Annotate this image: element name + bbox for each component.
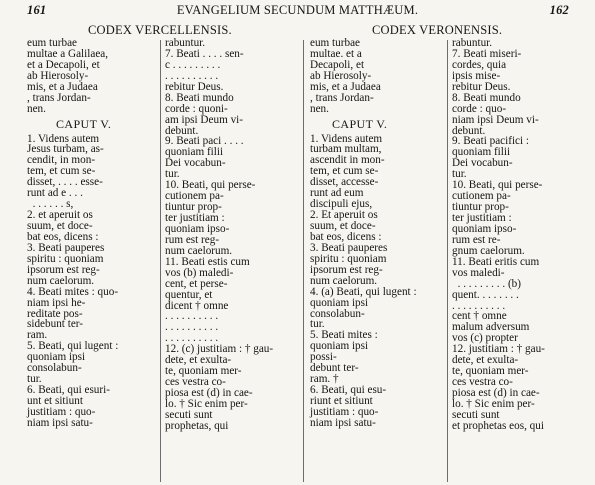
text-line: secuti sunt [165, 408, 213, 421]
page-number-right: 162 [549, 3, 569, 17]
text-line: mis, et a Judaea [27, 80, 98, 93]
text-line: 10. Beati, qui perse- [165, 179, 256, 192]
text-line: sidebunt ter- [27, 318, 84, 331]
text-line: suum, et doce- [310, 220, 376, 232]
text-line: reditate pos- [27, 307, 83, 320]
text-line: corde : quo- [452, 102, 507, 115]
text-line: spiritu : quoniam [27, 252, 104, 265]
text-line: et prophetas eos, qui [452, 419, 544, 432]
text-line: num caelorum. [310, 274, 378, 287]
text-line: cendit, in mon- [27, 154, 96, 167]
text-line: ab Hierosoly- [27, 69, 89, 82]
text-line: 4. Beati mites : quo- [27, 285, 119, 298]
text-line: tur. [27, 373, 42, 386]
text-line: ipsorum est reg- [310, 263, 383, 276]
text-line: ces vestra co- [165, 376, 226, 389]
text-line: 7. Beati . . . . sen- [165, 47, 244, 60]
text-line: cutionem pa- [165, 190, 224, 203]
codex-heading-right: CODEX VERONENSIS. [372, 23, 503, 37]
text-line: debunt ter- [310, 362, 359, 375]
text-line: am ipsi Deum vi- [165, 113, 243, 126]
text-line: vos maledi- [452, 266, 505, 279]
text-line: ram. † [310, 373, 339, 386]
text-line: ces vestra co- [452, 376, 513, 389]
text-line: tur. [310, 318, 325, 331]
text-line: ipsorum est reg- [27, 263, 100, 276]
text-line: c . . . . . . . . . [165, 58, 221, 71]
text-line: 3. Beati pauperes [310, 241, 388, 254]
text-line: consolabun- [310, 307, 365, 320]
text-line: niam ipsi Deum vi- [452, 113, 539, 126]
text-line: . . . . . . . . . . [165, 321, 219, 334]
text-line: spiritu : quoniam [310, 252, 387, 265]
text-line: suum, et doce- [27, 220, 93, 232]
text-line: , trans Jordan- [27, 91, 91, 104]
text-line: runt ad eum [310, 187, 364, 200]
text-line: dicent † omne [165, 299, 229, 312]
text-line: piosa est (d) in cae- [452, 387, 540, 399]
column-divider [160, 40, 161, 482]
text-line: Dei vocabun- [165, 157, 226, 170]
text-line: disset, accesse- [310, 176, 379, 189]
text-line: multae a Galilaea, [27, 47, 109, 60]
text-line: ab Hierosoly- [310, 69, 372, 82]
text-line: corde : quoni- [165, 102, 228, 115]
text-column-4 [452, 38, 545, 432]
text-line: quent. . . . . . . . [452, 288, 519, 301]
chapter-heading: CAPUT V. [332, 116, 388, 131]
text-line: multae. et a [310, 47, 362, 60]
text-column-3 [310, 38, 417, 429]
text-line: 10. Beati, qui perse- [452, 179, 543, 192]
text-line: rum est re- [452, 233, 501, 246]
text-column-2 [165, 38, 273, 432]
text-line: dete, et exulta- [165, 354, 232, 367]
text-line: 6. Beati, qui esu- [310, 384, 387, 397]
text-line: unt et sitiunt [27, 395, 83, 407]
text-line: prophetas, qui [165, 419, 229, 432]
text-line: 8. Beati mundo [165, 91, 234, 104]
text-line: 12. justitiam : † gau- [452, 343, 545, 356]
text-line: eum turbae [310, 37, 361, 49]
text-line: cordes, quia [452, 58, 507, 71]
text-line: niam ipsi satu- [310, 416, 376, 429]
chapter-heading: CAPUT V. [56, 116, 112, 131]
text-line: eum turbae [27, 37, 78, 49]
text-line: Dei vocabun- [452, 157, 513, 170]
text-line: nen. [310, 102, 329, 115]
text-line: quentur, et [165, 288, 213, 301]
text-line: ipsis mise- [452, 69, 501, 82]
text-line: 5. Beati, qui lugent : [27, 340, 119, 353]
text-line: num caelorum. [27, 274, 95, 287]
text-line: te, quoniam mer- [165, 365, 242, 378]
column-divider [303, 40, 304, 482]
text-line: secuti sunt [452, 408, 500, 421]
text-line: bat eos, dicens : [310, 230, 382, 243]
column-divider [447, 40, 448, 482]
text-line: num caelorum. [165, 244, 233, 257]
text-line: vos (b) maledi- [165, 266, 234, 279]
text-line: 9. Beati pacifici : [452, 135, 530, 148]
text-line: rebitur Deus. [452, 80, 511, 93]
text-line: niam ipsi satu- [27, 416, 93, 429]
text-line: piosa est (d) in cae- [165, 387, 253, 399]
text-line: 9. Beati paci . . . . [165, 135, 244, 148]
text-line: quoniam filii [165, 146, 224, 159]
text-line: 11. Beati eritis cum [452, 255, 540, 268]
text-line: justitiam : quo- [27, 405, 96, 418]
text-line: 4. (a) Beati, qui lugent : [310, 285, 417, 298]
text-line: . . . . . . . . . . [165, 310, 219, 323]
text-line: niam ipsi he- [27, 296, 86, 309]
text-line: rabuntur. [165, 37, 206, 49]
text-line: lo. † Sic enim per- [452, 397, 535, 410]
page-title: EVANGELIUM SECUNDUM MATTHÆUM. [176, 3, 419, 17]
text-line: nen. [27, 102, 46, 115]
text-line: cutionem pa- [452, 190, 511, 203]
text-line: 1. Videns autem [310, 132, 383, 145]
text-line: tiuntur prop- [452, 201, 509, 214]
text-line: cent, et perse- [165, 277, 228, 290]
text-line: 5. Beati mites : [310, 329, 378, 342]
text-line: 7. Beati miseri- [452, 47, 522, 60]
text-line: turbam multam, [310, 143, 382, 156]
text-line: ter justitiam : [452, 212, 512, 224]
text-line: lo. † Sic enim per- [165, 397, 248, 410]
text-line: dete, et exulta- [452, 354, 519, 367]
text-line: 1. Videns autem [27, 132, 100, 145]
text-line: 11. Beati estis cum [165, 255, 250, 268]
page-number-left: 161 [27, 3, 47, 17]
running-header [0, 2, 595, 20]
text-line: discipuli ejus, [310, 198, 373, 211]
text-line: 6. Beati, qui esuri- [27, 384, 110, 397]
text-line: debunt. [452, 124, 486, 137]
text-line: 12. (c) justitiam : † gau- [165, 343, 274, 356]
text-line: quoniam ipsi [27, 351, 86, 364]
text-line: consolabun- [27, 362, 82, 375]
text-line: 2. et aperuit os [27, 209, 93, 222]
text-line: . . . . . . . . . (b) [452, 277, 521, 290]
text-line: cent † omne [452, 310, 507, 323]
text-line: mis, et a Judaea [310, 80, 381, 93]
text-line: quoniam ipso- [452, 222, 517, 235]
text-line: Jesus turbam, as- [27, 143, 104, 156]
text-line: quoniam ipsi [310, 340, 369, 353]
text-line: ter justitiam : [165, 212, 225, 224]
text-line: . . . . . . s, [27, 198, 74, 211]
text-line: 8. Beati mundo [452, 91, 521, 104]
text-line: rabuntur. [452, 37, 493, 49]
text-line: quoniam filii [452, 146, 511, 159]
text-line: riunt et sitiunt [310, 395, 373, 407]
text-line: Decapoli, et [310, 58, 365, 71]
codex-heading-left: CODEX VERCELLENSIS. [88, 23, 232, 37]
text-line: debunt. [165, 124, 199, 137]
text-line: disset, . . . . esse- [27, 176, 103, 189]
text-line: tur. [452, 168, 467, 181]
text-line: malum adversum [452, 321, 530, 334]
text-line: quoniam ipsi [310, 296, 369, 309]
text-line: tur. [165, 168, 180, 181]
text-line: ram. [27, 329, 48, 342]
text-line: , trans Jordan- [310, 91, 374, 104]
text-line: tem, et cum se- [310, 165, 379, 178]
text-line: vos (c) propter [452, 332, 518, 345]
text-line: 3. Beati pauperes [27, 241, 105, 254]
text-column-1 [27, 38, 118, 429]
text-line: rebitur Deus. [165, 80, 224, 93]
text-line: runt ad e . . . [27, 187, 83, 200]
text-line: bat eos, dicens : [27, 230, 99, 243]
text-line: 2. Et aperuit os [310, 209, 378, 222]
text-line: et a Decapoli, et [27, 58, 100, 71]
text-line: quoniam ipso- [165, 222, 230, 235]
text-line: tiuntur prop- [165, 201, 222, 214]
text-line: tem, et cum se- [27, 165, 96, 178]
text-line: . . . . . . . . . . [452, 299, 506, 312]
text-line: . . . . . . . . . . [165, 69, 219, 82]
text-line: te, quoniam mer- [452, 365, 529, 378]
text-line: rum est reg- [165, 233, 220, 246]
text-line: justitiam : quo- [310, 405, 379, 418]
text-line: possi- [310, 351, 337, 364]
text-line: gnum caelorum. [452, 244, 525, 257]
text-line: . . . . . . . . . . [165, 332, 219, 345]
text-line: ascendit in mon- [310, 154, 385, 167]
